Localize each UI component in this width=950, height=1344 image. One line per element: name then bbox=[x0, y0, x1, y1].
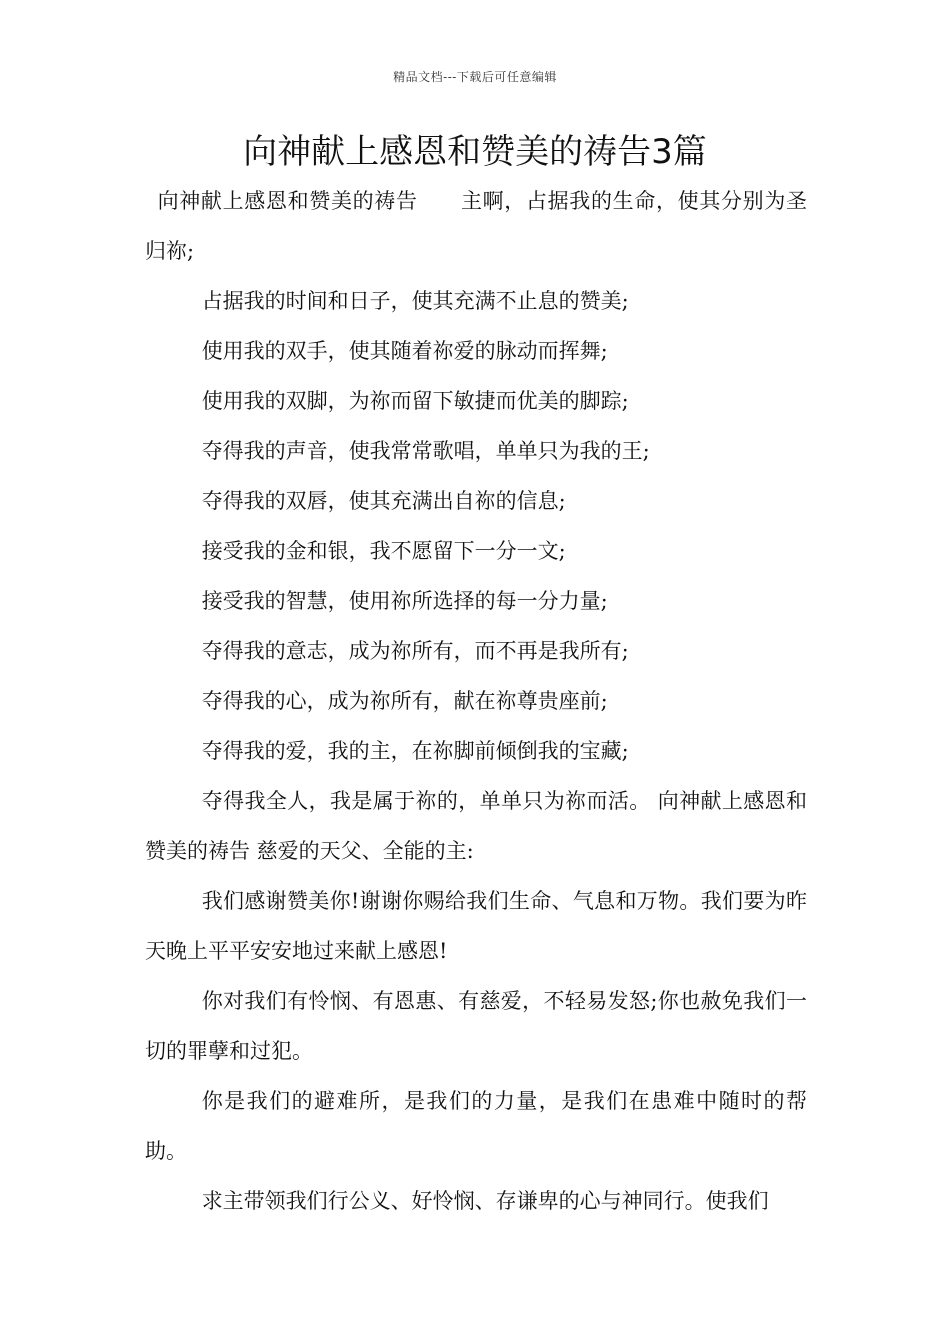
paragraph: 夺得我的爱，我的主，在祢脚前倾倒我的宝藏; bbox=[201, 739, 629, 763]
paragraph: 我们感谢赞美你!谢谢你赐给我们生命、气息和万物。我们要为昨天晚上平平安安地过来献上感恩! bbox=[145, 889, 807, 963]
paragraph: 接受我的智慧，使用祢所选择的每一分力量; bbox=[201, 589, 608, 613]
document-title: 向神献上感恩和赞美的祷告3篇 bbox=[243, 132, 707, 172]
paragraph: 占据我的时间和日子，使其充满不止息的赞美; bbox=[201, 289, 629, 313]
paragraph: 你是我们的避难所，是我们的力量，是我们在患难中随时的帮助。 bbox=[145, 1089, 807, 1163]
paragraph: 夺得我全人，我是属于祢的，单单只为祢而活。 向神献上感恩和赞美的祷告 慈爱的天父、全能的主: bbox=[145, 789, 807, 863]
paragraph: 使用我的双手，使其随着祢爱的脉动而挥舞; bbox=[201, 339, 608, 363]
page-header-note: 精品文档---下载后可任意编辑 bbox=[393, 70, 557, 84]
paragraph: 你对我们有怜悯、有恩惠、有慈爱，不轻易发怒;你也赦免我们一切的罪孽和过犯。 bbox=[145, 989, 807, 1063]
document-body bbox=[145, 176, 807, 1226]
paragraph: 接受我的金和银，我不愿留下一分一文; bbox=[201, 539, 566, 563]
paragraph: 求主带领我们行公义、好怜悯、存谦卑的心与神同行。使我们 bbox=[201, 1189, 769, 1213]
paragraph: 向神献上感恩和赞美的祷告 主啊，占据我的生命，使其分别为圣归祢; bbox=[145, 189, 807, 263]
paragraph: 夺得我的意志，成为祢所有，而不再是我所有; bbox=[201, 639, 629, 663]
paragraph: 夺得我的声音，使我常常歌唱，单单只为我的王; bbox=[201, 439, 650, 463]
paragraph: 夺得我的双唇，使其充满出自祢的信息; bbox=[201, 489, 566, 513]
paragraph: 夺得我的心，成为祢所有，献在祢尊贵座前; bbox=[201, 689, 608, 713]
paragraph: 使用我的双脚，为祢而留下敏捷而优美的脚踪; bbox=[201, 389, 629, 413]
